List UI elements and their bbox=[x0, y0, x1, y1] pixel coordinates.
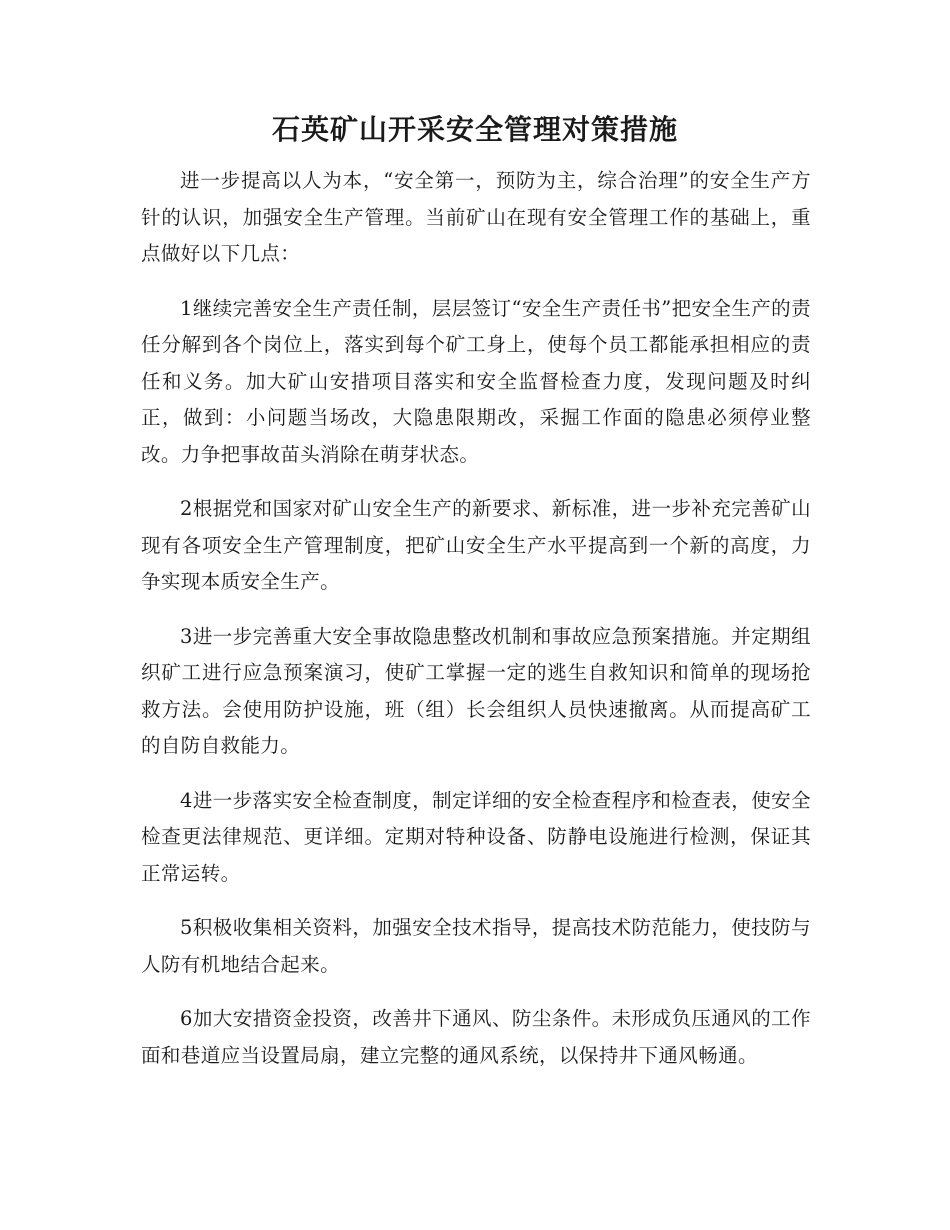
document-body bbox=[141, 163, 811, 1092]
measure-paragraph-3: 3进一步完善重大安全事故隐患整改机制和事故应急预案措施。并定期组织矿工进行应急预案演习，使矿工掌握一定的逃生自救知识和简单的现场抢救方法。会使用防护设施，班（组）长会组织人员快速撤离。从而提高矿工的自防自救能力。 bbox=[141, 624, 811, 757]
intro-paragraph: 进一步提高以人为本，“安全第一，预防为主，综合治理”的安全生产方针的认识，加强安全生产管理。当前矿山在现有安全管理工作的基础上，重点做好以下几点： bbox=[141, 169, 811, 265]
measure-paragraph-2: 2根据党和国家对矿山安全生产的新要求、新标准，进一步补充完善矿山现有各项安全生产管理制度，把矿山安全生产水平提高到一个新的高度，力争实现本质安全生产。 bbox=[141, 497, 811, 593]
measure-paragraph-1: 1继续完善安全生产责任制，层层签订“安全生产责任书”把安全生产的责任分解到各个岗位上，落实到每个矿工身上，使每个员工都能承担相应的责任和义务。加大矿山安措项目落实和安全监督检查力度，发现问题及时纠正，做到：小问题当场改，大隐患限期改，采掘工作面的隐患必须停业整改。力争把事故苗头消除在萌芽状态。 bbox=[141, 296, 811, 466]
document-title: 石英矿山开采安全管理对策措施 bbox=[271, 113, 678, 146]
measure-paragraph-4: 4进一步落实安全检查制度，制定详细的安全检查程序和检查表，使安全检查更法律规范、更详细。定期对特种设备、防静电设施进行检测，保证其正常运转。 bbox=[141, 788, 811, 885]
measure-paragraph-5: 5积极收集相关资料，加强安全技术指导，提高技术防范能力，使技防与人防有机地结合起来。 bbox=[141, 916, 811, 976]
measure-paragraph-6: 6加大安措资金投资，改善井下通风、防尘条件。未形成负压通风的工作面和巷道应当设置局扇，建立完整的通风系统，以保持井下通风畅通。 bbox=[141, 1007, 811, 1067]
